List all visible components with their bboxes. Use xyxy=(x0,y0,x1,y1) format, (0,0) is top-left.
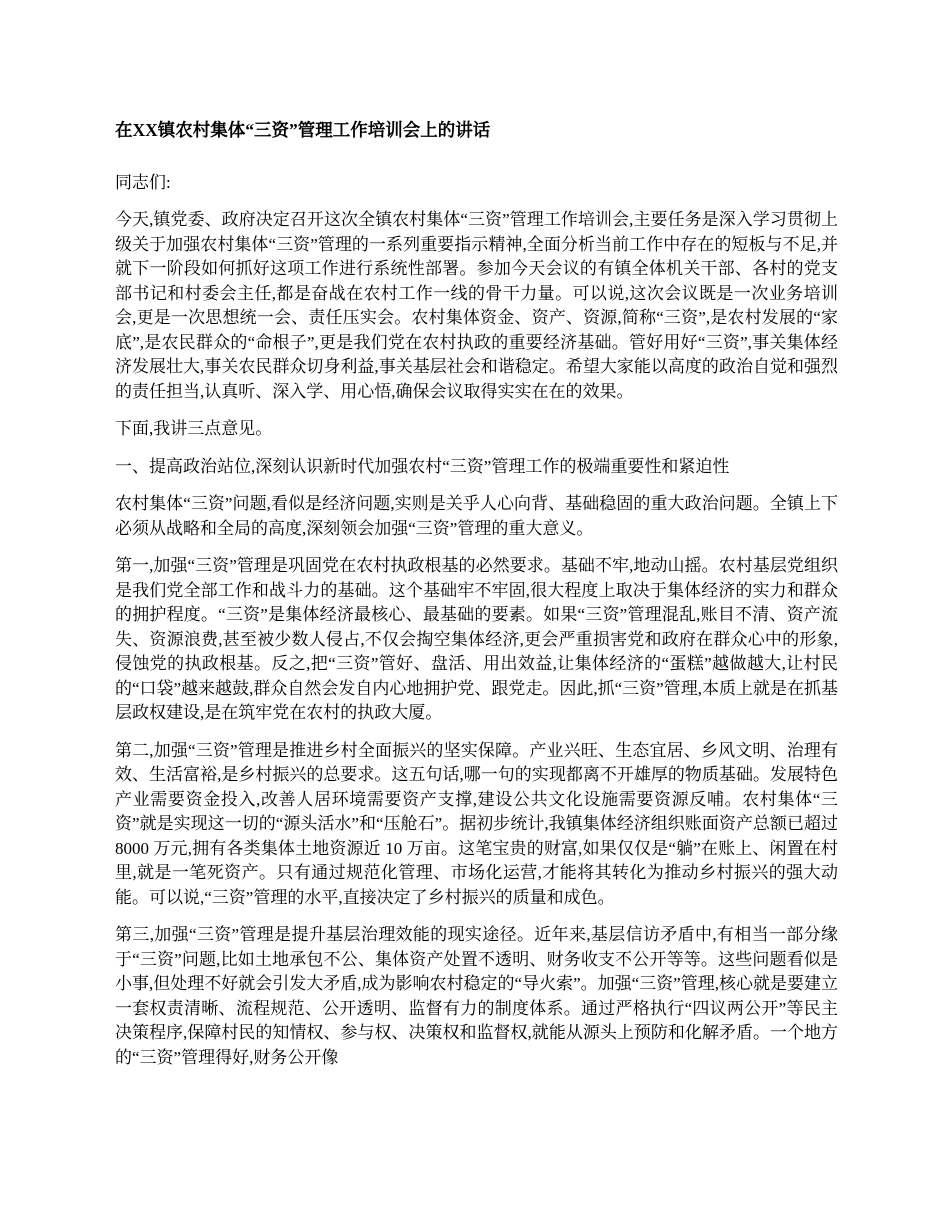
salutation: 同志们: xyxy=(115,172,171,192)
paragraph: 今天,镇党委、政府决定召开这次全镇农村集体“三资”管理工作培训会,主要任务是深入学习贯彻上级关于加强农村集体“三资”管理的一系列重要指示精神,全面分析当前工作中存在的短板与不足,并就下一阶段如何抓好这项工作进行系统性部署。参加今天会议的有镇全体机关干部、各村的党支部书记和村委会主任,都是奋战在农村工作一线的骨干力量。可以说,这次会议既是一次业务培训会,更是一次思想统一会、责任压实会。农村集体资金、资产、资源,简称“三资”,是农村发展的“家底”,是农民群众的“命根子”,更是我们党在农村执政的重要经济基础。管好用好“三资”,事关集体经济发展壮大,事关农民群众切身利益,事关基层社会和谐稳定。希望大家能以高度的政治自觉和强烈的责任担当,认真听、深入学、用心悟,确保会议取得实实在在的效果。 xyxy=(115,210,838,401)
paragraph: 第三,加强“三资”管理是提升基层治理效能的现实途径。近年来,基层信访矛盾中,有相当一部分缘于“三资”问题,比如土地承包不公、集体资产处置不透明、财务收支不公开等等。这些问题看似是小事,但处理不好就会引发大矛盾,成为影响农村稳定的“导火索”。加强“三资”管理,核心就是要建立一套权责清晰、流程规范、公开透明、监督有力的制度体系。通过严格执行“四议两公开”等民主决策程序,保障村民的知情权、参与权、决策权和监督权,就能从源头上预防和化解矛盾。一个地方的“三资”管理得好,财务公开像 xyxy=(115,925,838,1067)
document-body xyxy=(115,171,838,1071)
paragraph: 农村集体“三资”问题,看似是经济问题,实则是关乎人心向背、基础稳固的重大政治问题。全镇上下必须从战略和全局的高度,深刻领会加强“三资”管理的重大意义。 xyxy=(115,494,838,538)
document-title: 在XX镇农村集体“三资”管理工作培训会上的讲话 xyxy=(115,120,491,140)
paragraph: 第一,加强“三资”管理是巩固党在农村执政根基的必然要求。基础不牢,地动山摇。农村基层党组织是我们党全部工作和战斗力的基础。这个基础牢不牢固,很大程度上取决于集体经济的实力和群众的拥护程度。“三资”是集体经济最核心、最基础的要素。如果“三资”管理混乱,账目不清、资产流失、资源浪费,甚至被少数人侵占,不仅会掏空集体经济,更会严重损害党和政府在群众心中的形象,侵蚀党的执政根基。反之,把“三资”管好、盘活、用出效益,让集体经济的“蛋糕”越做越大,让村民的“口袋”越来越鼓,群众自然会发自内心地拥护党、跟党走。因此,抓“三资”管理,本质上就是在抓基层政权建设,是在筑牢党在农村的执政大厦。 xyxy=(115,556,838,722)
paragraph: 第二,加强“三资”管理是推进乡村全面振兴的坚实保障。产业兴旺、生态宜居、乡风文明、治理有效、生活富裕,是乡村振兴的总要求。这五句话,哪一句的实现都离不开雄厚的物质基础。发展特色产业需要资金投入,改善人居环境需要资产支撑,建设公共文化设施需要资源反哺。农村集体“三资”就是实现这一切的“源头活水”和“压舱石”。据初步统计,我镇集体经济组织账面资产总额已超过 8000 万元,拥有各类集体土地资源近 10 万亩。这笔宝贵的财富,如果仅仅是“躺”在账上、闲置在村里,就是一笔死资产。只有通过规范化管理、市场化运营,才能将其转化为推动乡村振兴的强大动能。可以说,“三资”管理的水平,直接决定了乡村振兴的质量和成色。 xyxy=(115,740,838,907)
section-heading: 一、提高政治站位,深刻认识新时代加强农村“三资”管理工作的极端重要性和紧迫性 xyxy=(115,456,730,476)
paragraph: 下面,我讲三点意见。 xyxy=(115,419,273,438)
